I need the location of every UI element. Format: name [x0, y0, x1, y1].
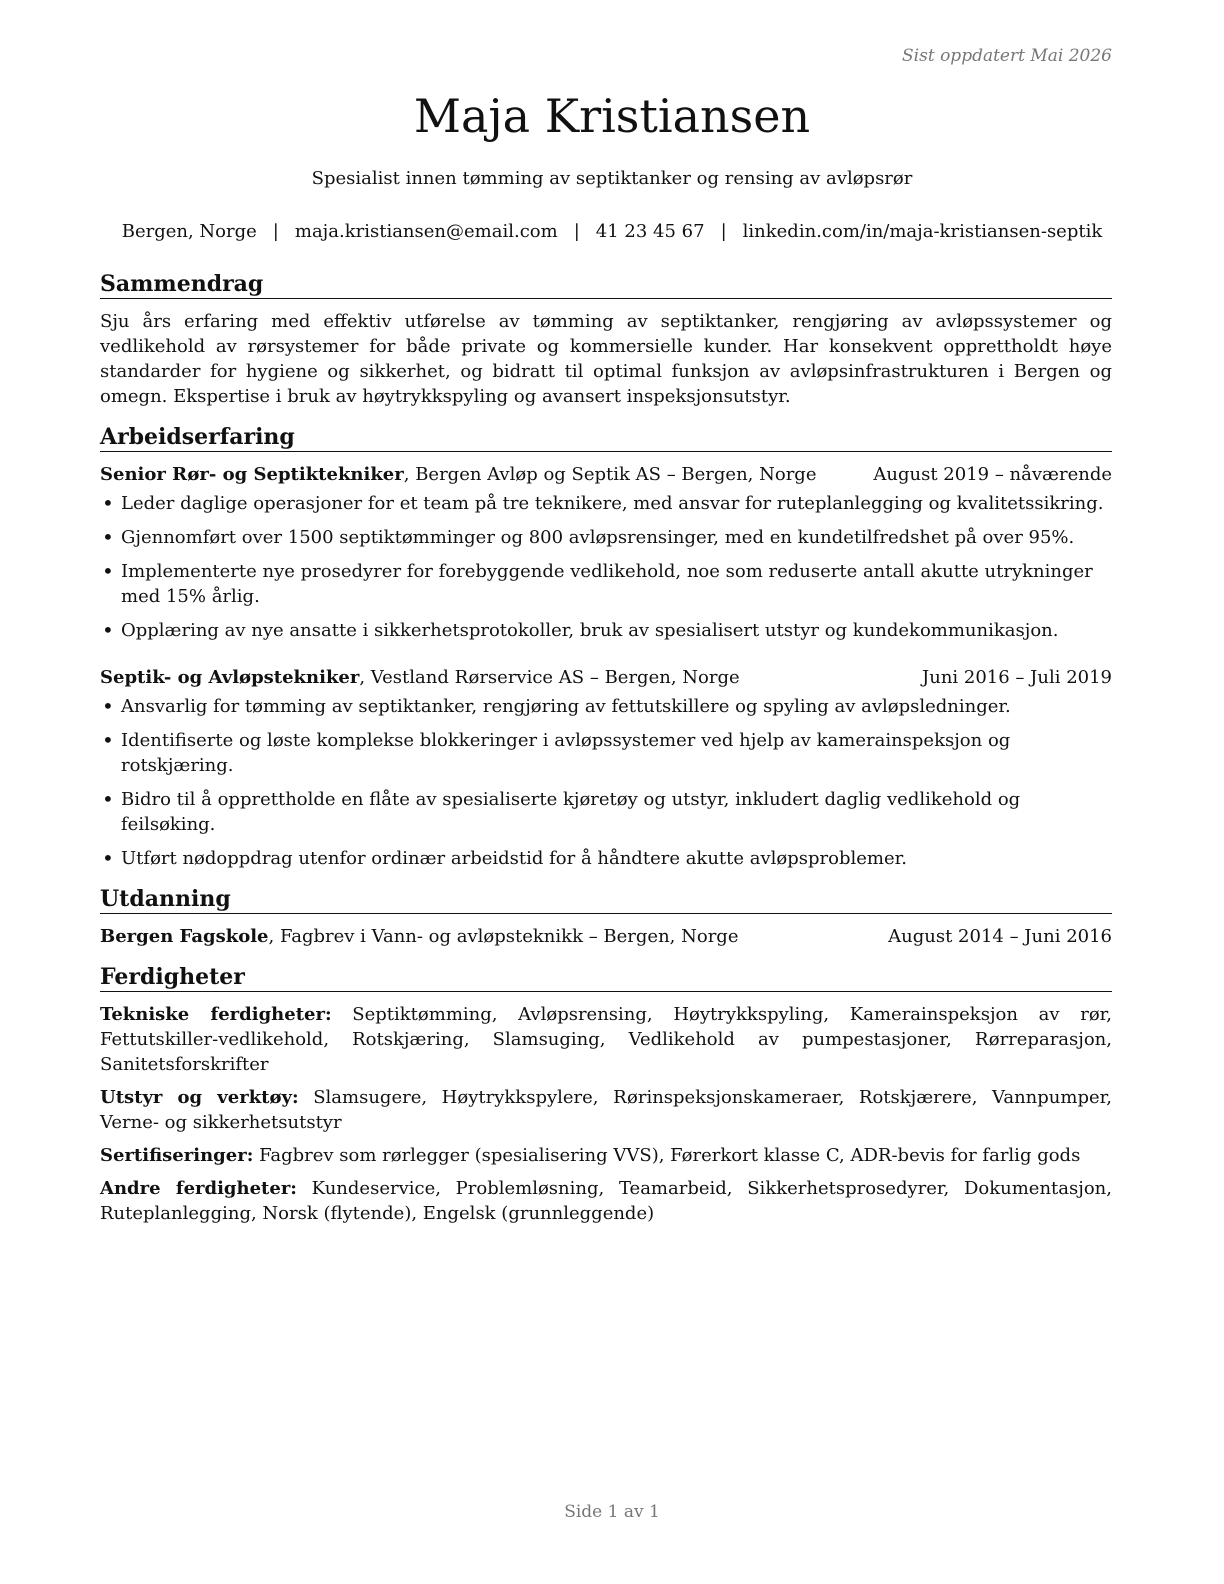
job-entry [100, 462, 1112, 643]
education-degree: , Fagbrev i Vann- og avløpsteknikk – Bergen, Norge [268, 926, 739, 947]
job-bullet: • Opplæring av nye ansatte i sikkerhetsprotokoller, bruk av spesialisert utstyr og kundekommunikasjon. [100, 618, 1112, 643]
job-entry [100, 665, 1112, 871]
education-section [100, 885, 1112, 949]
section-title-summary: Sammendrag [100, 270, 1112, 299]
contact-location: Bergen, Norge [121, 221, 257, 242]
contact-separator: | [272, 221, 279, 242]
summary-text: Sju års erfaring med effektiv utførelse av tømming av septiktanker, rengjøring av avløpssystemer og vedlikehold av rørsystemer for både private og kommersielle kunder. Har konsekvent opprettholdt høye standarder for hygiene og sikkerhet, og bidratt til optimal funksjon av avløpsinfrastrukturen i Bergen og omegn. Ekspertise i bruk av høytrykkspyling og avansert inspeksjonsutstyr. [100, 311, 1112, 407]
job-header [100, 462, 1112, 487]
job-dates: Juni 2016 – Juli 2019 [922, 667, 1112, 688]
contact-separator: | [573, 221, 580, 242]
skill-text: Septiktømming, Avløpsrensing, Høytrykkspyling, Kamerainspeksjon av rør, Fettutskiller-vedlikehold, Rotskjæring, Slamsuging, Vedlikehold av pumpestasjoner, Rørreparasjon, Sanitetsforskrifter [100, 1004, 1113, 1075]
job-title-line [100, 665, 740, 690]
resume-body [100, 270, 1112, 1240]
page-number: Side 1 av 1 [564, 1502, 660, 1522]
contact-line [0, 219, 1224, 244]
education-school: Bergen Fagskole [100, 926, 269, 947]
job-bullet: • Gjennomført over 1500 septiktømminger og 800 avløpsrensinger, med en kundetilfredshet på over 95%. [100, 525, 1112, 550]
job-bullets [100, 694, 1112, 871]
job-bullets [100, 491, 1112, 643]
contact-phone: 41 23 45 67 [595, 221, 705, 242]
job-bullet: • Utført nødoppdrag utenfor ordinær arbeidstid for å håndtere akutte avløpsproblemer. [100, 846, 1112, 871]
skill-label: Sertifiseringer: [100, 1145, 254, 1166]
section-title-experience: Arbeidserfaring [100, 423, 1112, 452]
skill-label: Tekniske ferdigheter: [100, 1004, 332, 1025]
contact-separator: | [720, 221, 727, 242]
education-entry [100, 924, 1112, 949]
job-role: Senior Rør- og Septiktekniker [100, 464, 404, 485]
candidate-name: Maja Kristiansen [413, 89, 811, 143]
section-title-education: Utdanning [100, 885, 1112, 914]
skills-section [100, 963, 1112, 1226]
skill-text: Kundeservice, Problemløsning, Teamarbeid, Sikkerhetsprosedyrer, Dokumentasjon, Ruteplanlegging, Norsk (flytende), Engelsk (grunnleggende) [100, 1178, 1112, 1224]
skill-group [100, 1085, 1112, 1135]
job-dates: August 2019 – nåværende [873, 464, 1112, 485]
job-bullet: • Bidro til å opprettholde en flåte av spesialiserte kjøretøy og utstyr, inkludert daglig vedlikehold og feilsøking. [100, 787, 1112, 837]
education-dates: August 2014 – Juni 2016 [888, 926, 1112, 947]
contact-email[interactable]: maja.kristiansen@email.com [294, 221, 558, 242]
tagline: Spesialist innen tømming av septiktanker og rensing av avløpsrør [311, 168, 913, 189]
skill-group [100, 1143, 1112, 1168]
job-bullet: • Ansvarlig for tømming av septiktanker, rengjøring av fettutskillere og spyling av avløpsledninger. [100, 694, 1112, 719]
section-title-skills: Ferdigheter [100, 963, 1112, 992]
skill-text: Fagbrev som rørlegger (spesialisering VVS), Førerkort klasse C, ADR-bevis for farlig gods [253, 1145, 1081, 1166]
skill-group [100, 1002, 1112, 1077]
job-bullet: • Leder daglige operasjoner for et team på tre teknikere, med ansvar for ruteplanlegging og kvalitetssikring. [100, 491, 1112, 516]
job-header [100, 665, 1112, 690]
job-bullet: • Identifiserte og løste komplekse blokkeringer i avløpssystemer ved hjelp av kamerainspeksjon og rotskjæring. [100, 728, 1112, 778]
contact-linkedin[interactable]: linkedin.com/in/maja-kristiansen-septik [742, 221, 1103, 242]
skill-group [100, 1176, 1112, 1226]
summary-section [100, 270, 1112, 409]
skill-text: Slamsugere, Høytrykkspylere, Rørinspeksjonskameraer, Rotskjærere, Vannpumper, Verne- og sikkerhetsutstyr [100, 1087, 1112, 1133]
job-company: , Bergen Avløp og Septik AS – Bergen, Norge [403, 464, 817, 485]
skill-label: Andre ferdigheter: [100, 1178, 297, 1199]
education-line [100, 924, 738, 949]
skill-label: Utstyr og verktøy: [100, 1087, 299, 1108]
experience-section [100, 423, 1112, 871]
job-bullet: • Implementerte nye prosedyrer for forebyggende vedlikehold, noe som reduserte antall akutte utrykninger med 15% årlig. [100, 559, 1112, 609]
last-updated: Sist oppdatert Mai 2026 [902, 46, 1112, 66]
job-role: Septik- og Avløpstekniker [100, 667, 360, 688]
job-title-line [100, 462, 816, 487]
job-company: , Vestland Rørservice AS – Bergen, Norge [359, 667, 740, 688]
